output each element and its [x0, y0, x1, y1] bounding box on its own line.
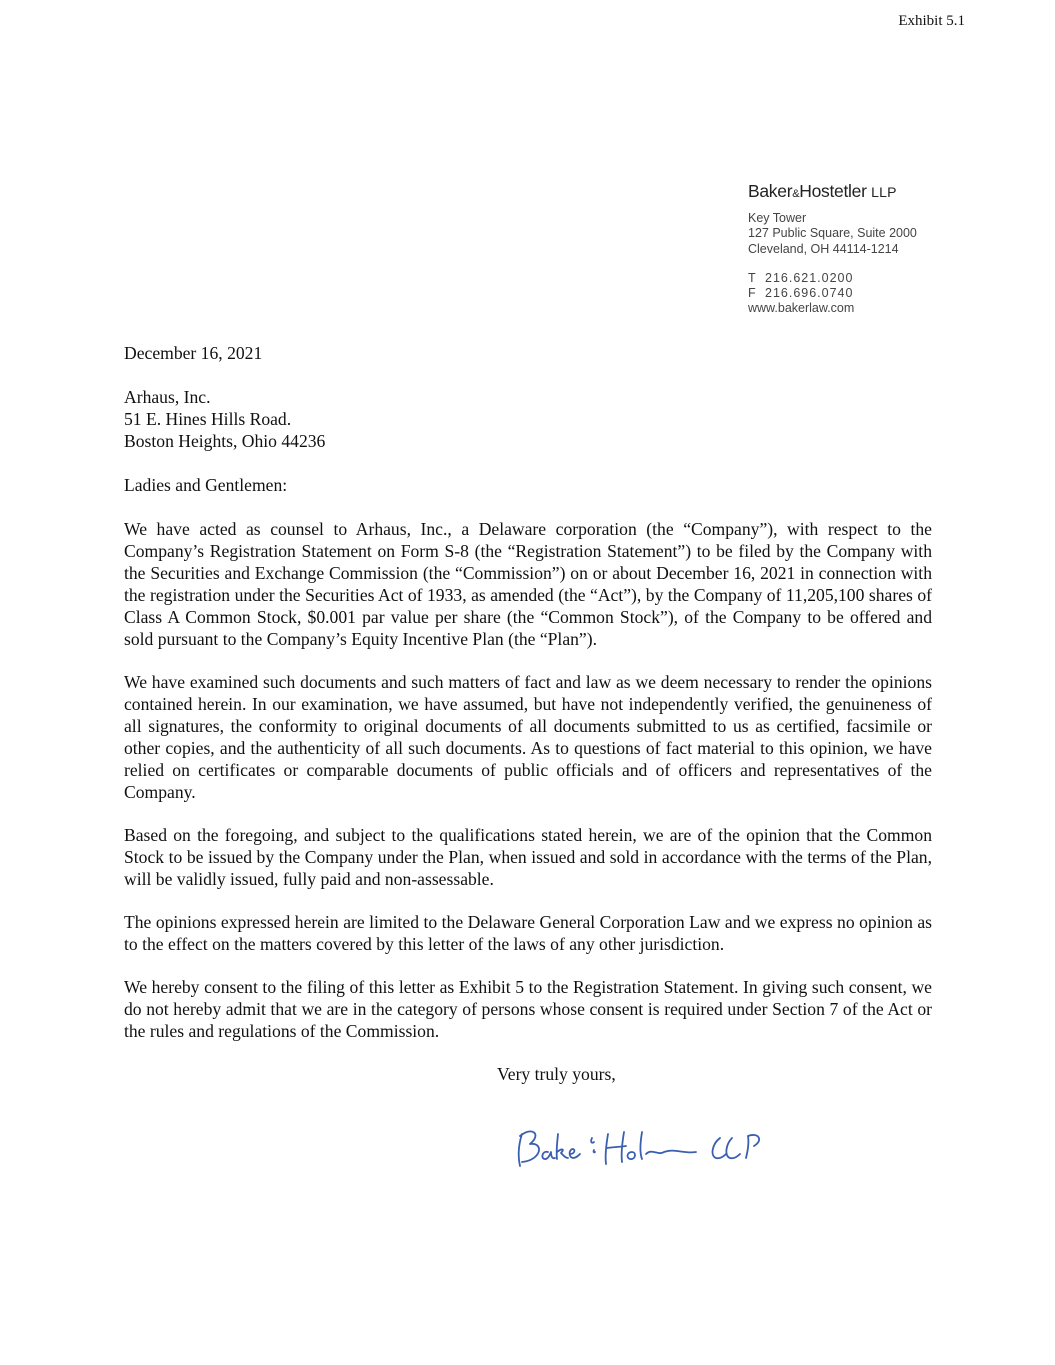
letterhead-website: www.bakerlaw.com — [748, 301, 855, 316]
paragraph-5 — [124, 977, 932, 1043]
fax-number: 216.696.0740 — [765, 286, 854, 301]
recipient-address — [124, 387, 932, 453]
recipient-name: Arhaus, Inc. — [124, 387, 211, 407]
letterhead-phone — [748, 271, 1008, 286]
paragraph-2 — [124, 672, 932, 803]
letter-date: December 16, 2021 — [124, 343, 263, 363]
firm-name-amp: & — [792, 188, 800, 200]
firm-name — [748, 180, 1008, 205]
recipient-city: Boston Heights, Ohio 44236 — [124, 430, 326, 451]
firm-suffix: LLP — [871, 184, 897, 200]
paragraph-1 — [124, 519, 932, 650]
paragraph-1-text: We have acted as counsel to Arhaus, Inc., a Delaware corporation (the “Company”), with respect to the Company’s Registration Statement on Form S-8 (the “Registration Statement”) to be filed by the Company with the Securities and Exchange Commission (the “Commission”) on or about December 16, 2021 in connection with the registration under the Securities Act of 1933, as amended (the “Act”), by the Company of 11,205,100 shares of Class A Common Stock, $0.001 par value per share (the “Common Stock”), of the Company to be offered and sold pursuant to the Company’s Equity Incentive Plan (the “Plan”). — [124, 519, 932, 649]
paragraph-4 — [124, 912, 932, 956]
phone-number: 216.621.0200 — [765, 270, 854, 285]
letterhead-contact — [748, 271, 1008, 317]
closing: Very truly yours, — [497, 1064, 616, 1084]
letterhead-fax — [748, 286, 1008, 301]
exhibit-label: Exhibit 5.1 — [898, 13, 965, 29]
recipient-street: 51 E. Hines Hills Road. — [124, 408, 292, 429]
firm-name-part1: Baker — [748, 181, 793, 201]
paragraph-2-text: We have examined such documents and such matters of fact and law as we deem necessary to render the opinions contained herein. In our examination, we have assumed, but have not independently verified, the genuineness of all signatures, the conformity to original documents of all documents submitted to us as certified, facsimile or other copies, and the authenticity of all such documents. As to questions of fact material to this opinion, we have relied on certificates or comparable documents of public officials and of officers and representatives of the Company. — [124, 672, 932, 802]
letterhead-address-line2: 127 Public Square, Suite 2000 — [748, 226, 917, 241]
salutation: Ladies and Gentlemen: — [124, 475, 288, 495]
fax-label: F — [748, 286, 756, 301]
paragraph-5-text: We hereby consent to the filing of this letter as Exhibit 5 to the Registration Statement. In giving such consent, we do not hereby admit that we are in the category of persons whose consent is required under Section 7 of the Act or the rules and regulations of the Commission. — [124, 977, 932, 1041]
letterhead — [748, 180, 1008, 317]
paragraph-3 — [124, 825, 932, 891]
paragraph-4-text: The opinions expressed herein are limited to the Delaware General Corporation Law and we express no opinion as to the effect on the matters covered by this letter of the laws of any other jurisdiction. — [124, 912, 932, 954]
phone-label: T — [748, 270, 756, 285]
paragraph-3-text: Based on the foregoing, and subject to the qualifications stated herein, we are of the opinion that the Common Stock to be issued by the Company under the Plan, when issued and sold in accordance with the terms of the Plan, will be validly issued, fully paid and non-assessable. — [124, 825, 932, 889]
signature-image — [508, 1112, 778, 1182]
letterhead-address-line1: Key Tower — [748, 211, 807, 225]
letterhead-address-line3: Cleveland, OH 44114-1214 — [748, 241, 899, 256]
firm-name-part2: Hostetler — [799, 181, 867, 201]
letterhead-address — [748, 211, 1008, 257]
